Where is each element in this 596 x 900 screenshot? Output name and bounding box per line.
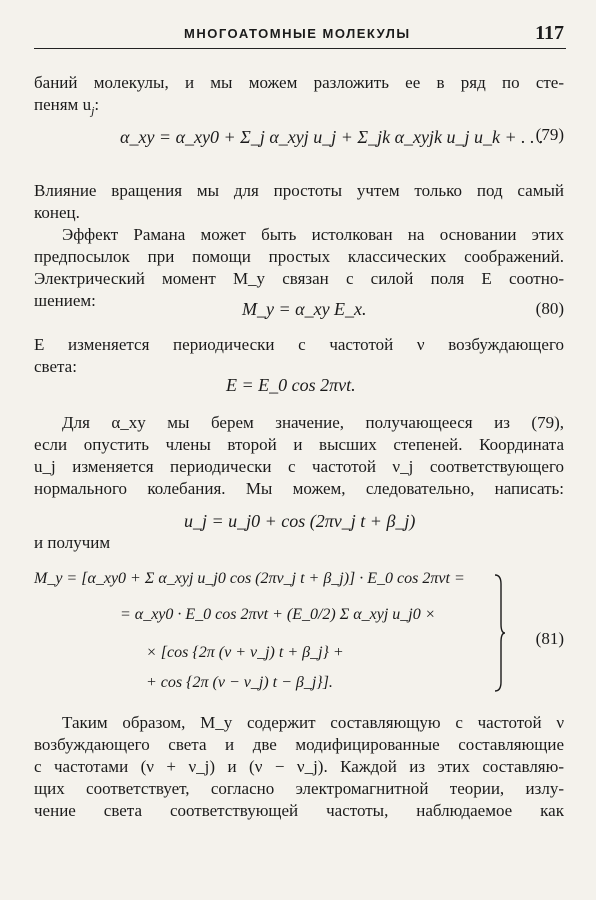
text-line: Для α_xy мы берем значение, получающееся из (79),: [62, 413, 564, 432]
text-line: нормального колебания. Мы можем, следовательно, написать:: [34, 479, 564, 498]
text-line: если опустить члены второй и высших степеней. Координата: [34, 435, 564, 454]
equation-number-80: (80): [535, 299, 564, 318]
text-line: чение света соответствующей частоты, наблюдаемое как: [34, 801, 564, 820]
equation-number-81: (81): [535, 629, 564, 648]
text-line: Влияние вращения мы для простоты учтем только под самый: [34, 181, 564, 200]
text-line: возбуждающего света и две модифицированные составляющие: [34, 735, 564, 754]
text-line: E изменяется периодически с частотой ν возбуждающего: [34, 335, 564, 354]
text-line: Электрический момент M_y связан с силой поля E соотно-: [34, 269, 564, 288]
text-line: света:: [34, 357, 77, 376]
text-fragment: :: [94, 95, 100, 114]
equation-81-line-2: = α_xy0 · E_0 cos 2πνt + (E_0/2) Σ α_xyj u_j0 ×: [120, 606, 436, 623]
text-line: с частотами (ν + ν_j) и (ν − ν_j). Каждой из этих составляю-: [34, 757, 564, 776]
equation-number-79: (79): [535, 125, 564, 144]
equation-81-line-3: × [cos {2π (ν + ν_j) t + β_j} +: [146, 644, 344, 661]
equation-u: u_j = u_j0 + cos (2πν_j t + β_j): [184, 511, 416, 531]
page-header: [34, 18, 566, 49]
equation-79: α_xy = α_xy0 + Σ_j α_xyj u_j + Σ_jk α_xyjk u_j u_k + . . .: [120, 127, 544, 147]
text-line: Эффект Рамана может быть истолкован на основании этих: [62, 225, 564, 244]
equation-81-line-4: + cos {2π (ν − ν_j) t − β_j}].: [146, 674, 333, 691]
running-head: МНОГОАТОМНЫЕ МОЛЕКУЛЫ: [184, 26, 411, 41]
text-line: шением:: [34, 291, 96, 310]
equation-80: M_y = α_xy E_x.: [242, 299, 367, 319]
text-line: [34, 94, 564, 121]
text-line: и получим: [34, 533, 111, 552]
text-fragment: пеням u: [34, 95, 92, 114]
text-line: Таким образом, M_y содержит составляющую с частотой ν: [62, 713, 564, 732]
right-brace: [494, 574, 506, 692]
text-line: предпосылок при помощи простых классических соображений.: [34, 247, 564, 266]
equation-81-line-1: M_y = [α_xy0 + Σ α_xyj u_j0 cos (2πν_j t + β_j)] · E_0 cos 2πνt =: [34, 570, 465, 587]
text-line: конец.: [34, 203, 80, 222]
math-subscript: j: [91, 103, 95, 118]
text-line: u_j изменяется периодически с частотой ν_j соответствующего: [34, 457, 564, 476]
equation-e: E = E_0 cos 2πνt.: [226, 375, 356, 395]
text-line: щих соответствует, согласно электромагнитной теории, излу-: [34, 779, 564, 798]
text-line: баний молекулы, и мы можем разложить ее в ряд по сте-: [34, 73, 564, 92]
page-number: 117: [535, 22, 564, 44]
